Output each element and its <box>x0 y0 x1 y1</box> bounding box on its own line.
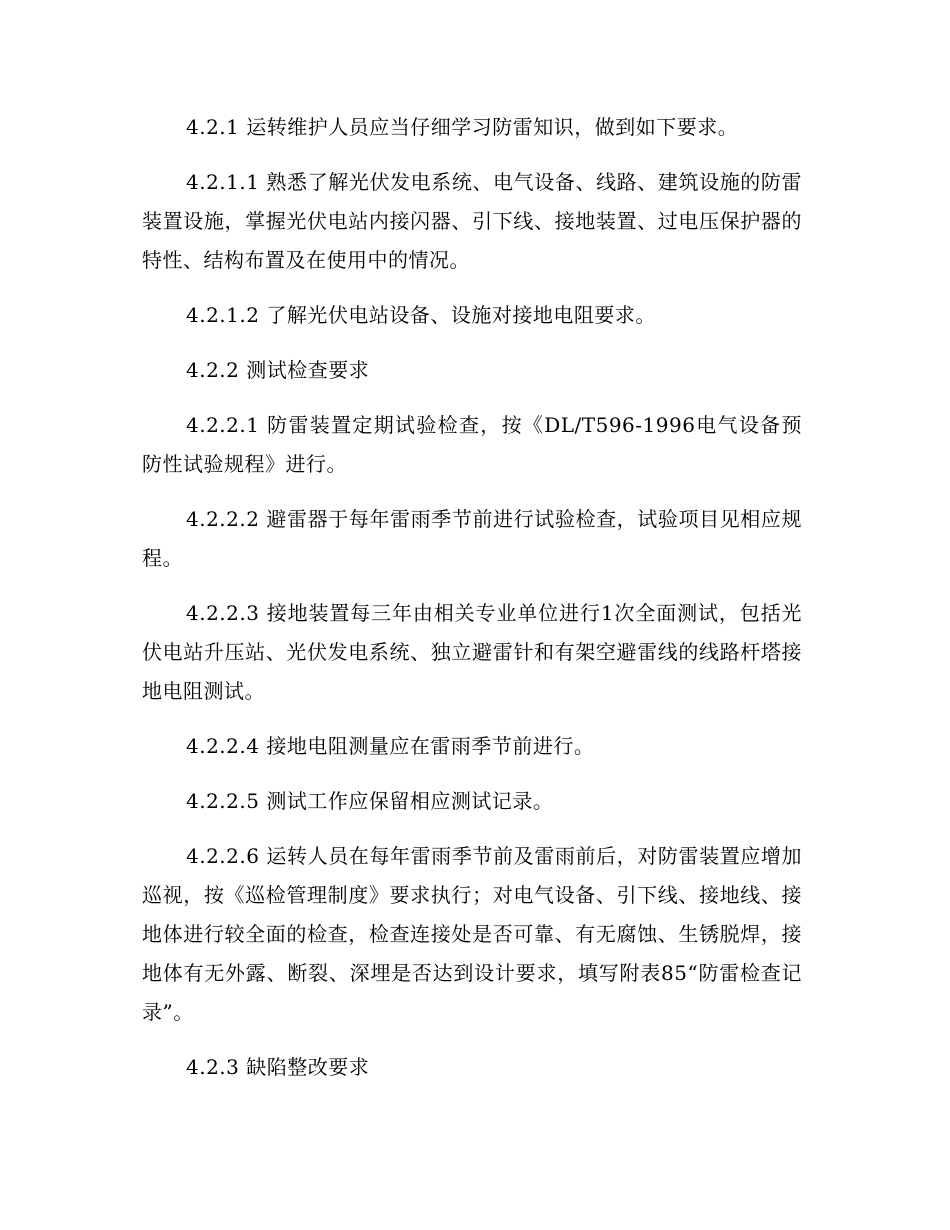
section-4-2-1-heading: 4.2.1 运转维护人员应当仔细学习防雷知识，做到如下要求。 <box>186 115 739 139</box>
section-4-2-2-heading: 4.2.2 测试检查要求 <box>186 358 370 382</box>
section-4-2-2-4-paragraph: 4.2.2.4 接地电阻测量应在雷雨季节前进行。 <box>186 734 595 758</box>
section-4-2-1-2-paragraph: 4.2.1.2 了解光伏电站设备、设施对接地电阻要求。 <box>186 303 656 327</box>
section-4-2-2-1-paragraph: 4.2.2.1 防雷装置定期试验检查，按《DL/T596-1996电气设备预防性试验规程》进行。 <box>142 413 802 476</box>
section-4-2-2-6-paragraph: 4.2.2.6 运转人员在每年雷雨季节前及雷雨前后，对防雷装置应增加巡视，按《巡检管理制度》要求执行；对电气设备、引下线、接地线、接地体进行较全面的检查，检查连接处是否可靠、有无腐蚀、生锈脱焊，接地体有无外露、断裂、深埋是否达到设计要求，填写附表85“防雷检查记录”。 <box>142 844 802 1024</box>
section-4-2-2-3-paragraph: 4.2.2.3 接地装置每三年由相关专业单位进行1次全面测试，包括光伏电站升压站、光伏发电系统、独立避雷针和有架空避雷线的线路杆塔接地电阻测试。 <box>142 601 802 703</box>
document-body <box>142 108 802 1103</box>
section-4-2-1-1-paragraph: 4.2.1.1 熟悉了解光伏发电系统、电气设备、线路、建筑设施的防雷装置设施，掌握光伏电站内接闪器、引下线、接地装置、过电压保护器的特性、结构布置及在使用中的情况。 <box>142 170 802 272</box>
section-4-2-3-heading: 4.2.3 缺陷整改要求 <box>186 1055 370 1079</box>
section-4-2-2-5-paragraph: 4.2.2.5 测试工作应保留相应测试记录。 <box>186 789 554 813</box>
section-4-2-2-2-paragraph: 4.2.2.2 避雷器于每年雷雨季节前进行试验检查，试验项目见相应规程。 <box>142 507 802 570</box>
